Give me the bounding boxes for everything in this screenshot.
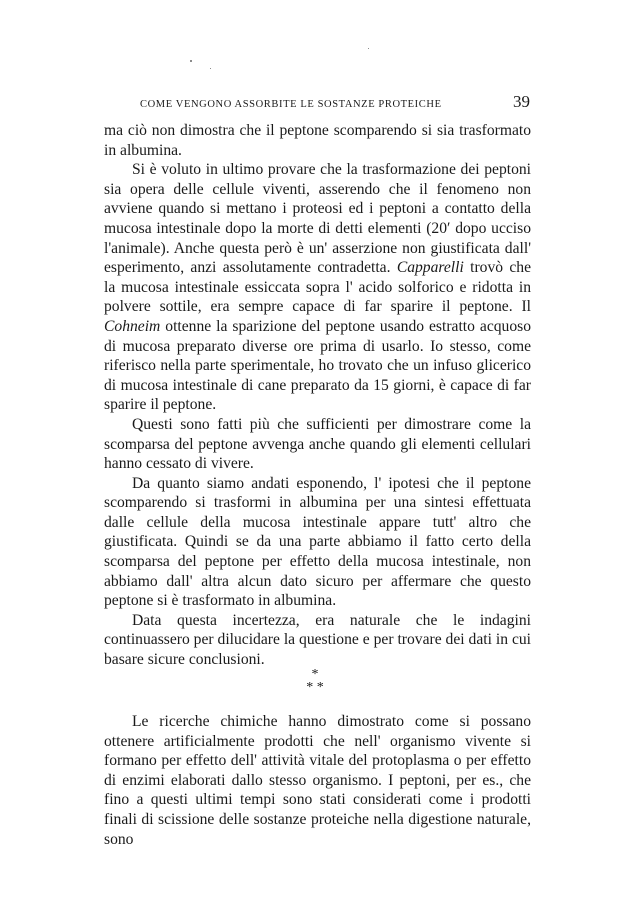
author-name: Cohneim [104,317,161,335]
header-title: COME VENGONO ASSORBITE LE SOSTANZE PROTEICHE [140,99,442,110]
paragraph: Da quanto siamo andati esponendo, l' ipotesi che il peptone scomparendo si trasformi in albumina per una sintesi effettuata dalle cellule della mucosa intestinale appare tutt' altro che giustificata. Quindi se da una parte abbiamo il fatto certo della scomparsa del peptone per effetto della mucosa intestinale, non abbiamo dall' altra alcun dato sicuro per affermare che questo peptone si è trasformato in albumina. [104,474,531,610]
paragraph [104,160,531,415]
main-text [104,121,531,670]
scan-speck [190,60,192,62]
scan-speck [210,68,211,69]
paragraph: ma ciò non dimostra che il peptone scomparendo si sia trasformato in albumina. [104,122,531,159]
paragraph-text: ottenne la sparizione del peptone usando estratto acquoso di mucosa preparato diverse ore prima di usarlo. Io stesso, come riferisco nella parte sperimentale, ho trovato che un infuso glicerico di mucosa intestinale di cane preparato da 15 giorni, è capace di far sparire il peptone. [104,317,531,414]
running-header [140,92,530,112]
separator-bottom: * * [306,680,324,695]
author-name: Capparelli [396,259,464,277]
paragraph: Questi sono fatti più che sufficienti per dimostrare come la scomparsa del peptone avvenga anche quando gli elementi cellulari hanno cessato di vivere. [104,415,531,473]
page-number: 39 [513,92,530,111]
paragraph: Data questa incertezza, era naturale che le indagini continuassero per dilucidare la questione e per trovare dei dati in cui basare sicure conclusioni. [104,611,531,669]
paragraph-text: trovò che la mucosa intestinale essiccata sopra l' acido solforico e ridotta in polvere sottile, era sempre capace di far sparire il peptone. Il [104,259,531,316]
section-separator [289,668,341,698]
paragraph: Le ricerche chimiche hanno dimostrato come si possano ottenere artificialmente prodotti che nell' organismo vivente si formano per effetto dell' attività vitale del protoplasma o per effetto di enzimi elaborati dallo stesso organismo. I peptoni, per es., che fino a questi ultimi tempi sono stati considerati come i prodotti finali di scissione delle sostanze proteiche nella digestione naturale, sono [104,713,531,848]
main-text-continued [104,712,531,849]
paragraph-text: Si è voluto in ultimo provare che la trasformazione dei peptoni sia opera delle cellule viventi, asserendo che il fenomeno non avviene quando si mettano i proteosi ed i peptoni a contatto della mucosa intestinale dopo la morte di detti elementi (20′ dopo ucciso l'animale). Anche questa però è un' asserzione non giustificata dall' esperimento, anzi assolutamente contradetta. [104,161,531,277]
scan-speck [368,48,369,49]
separator-top: * [311,667,319,682]
